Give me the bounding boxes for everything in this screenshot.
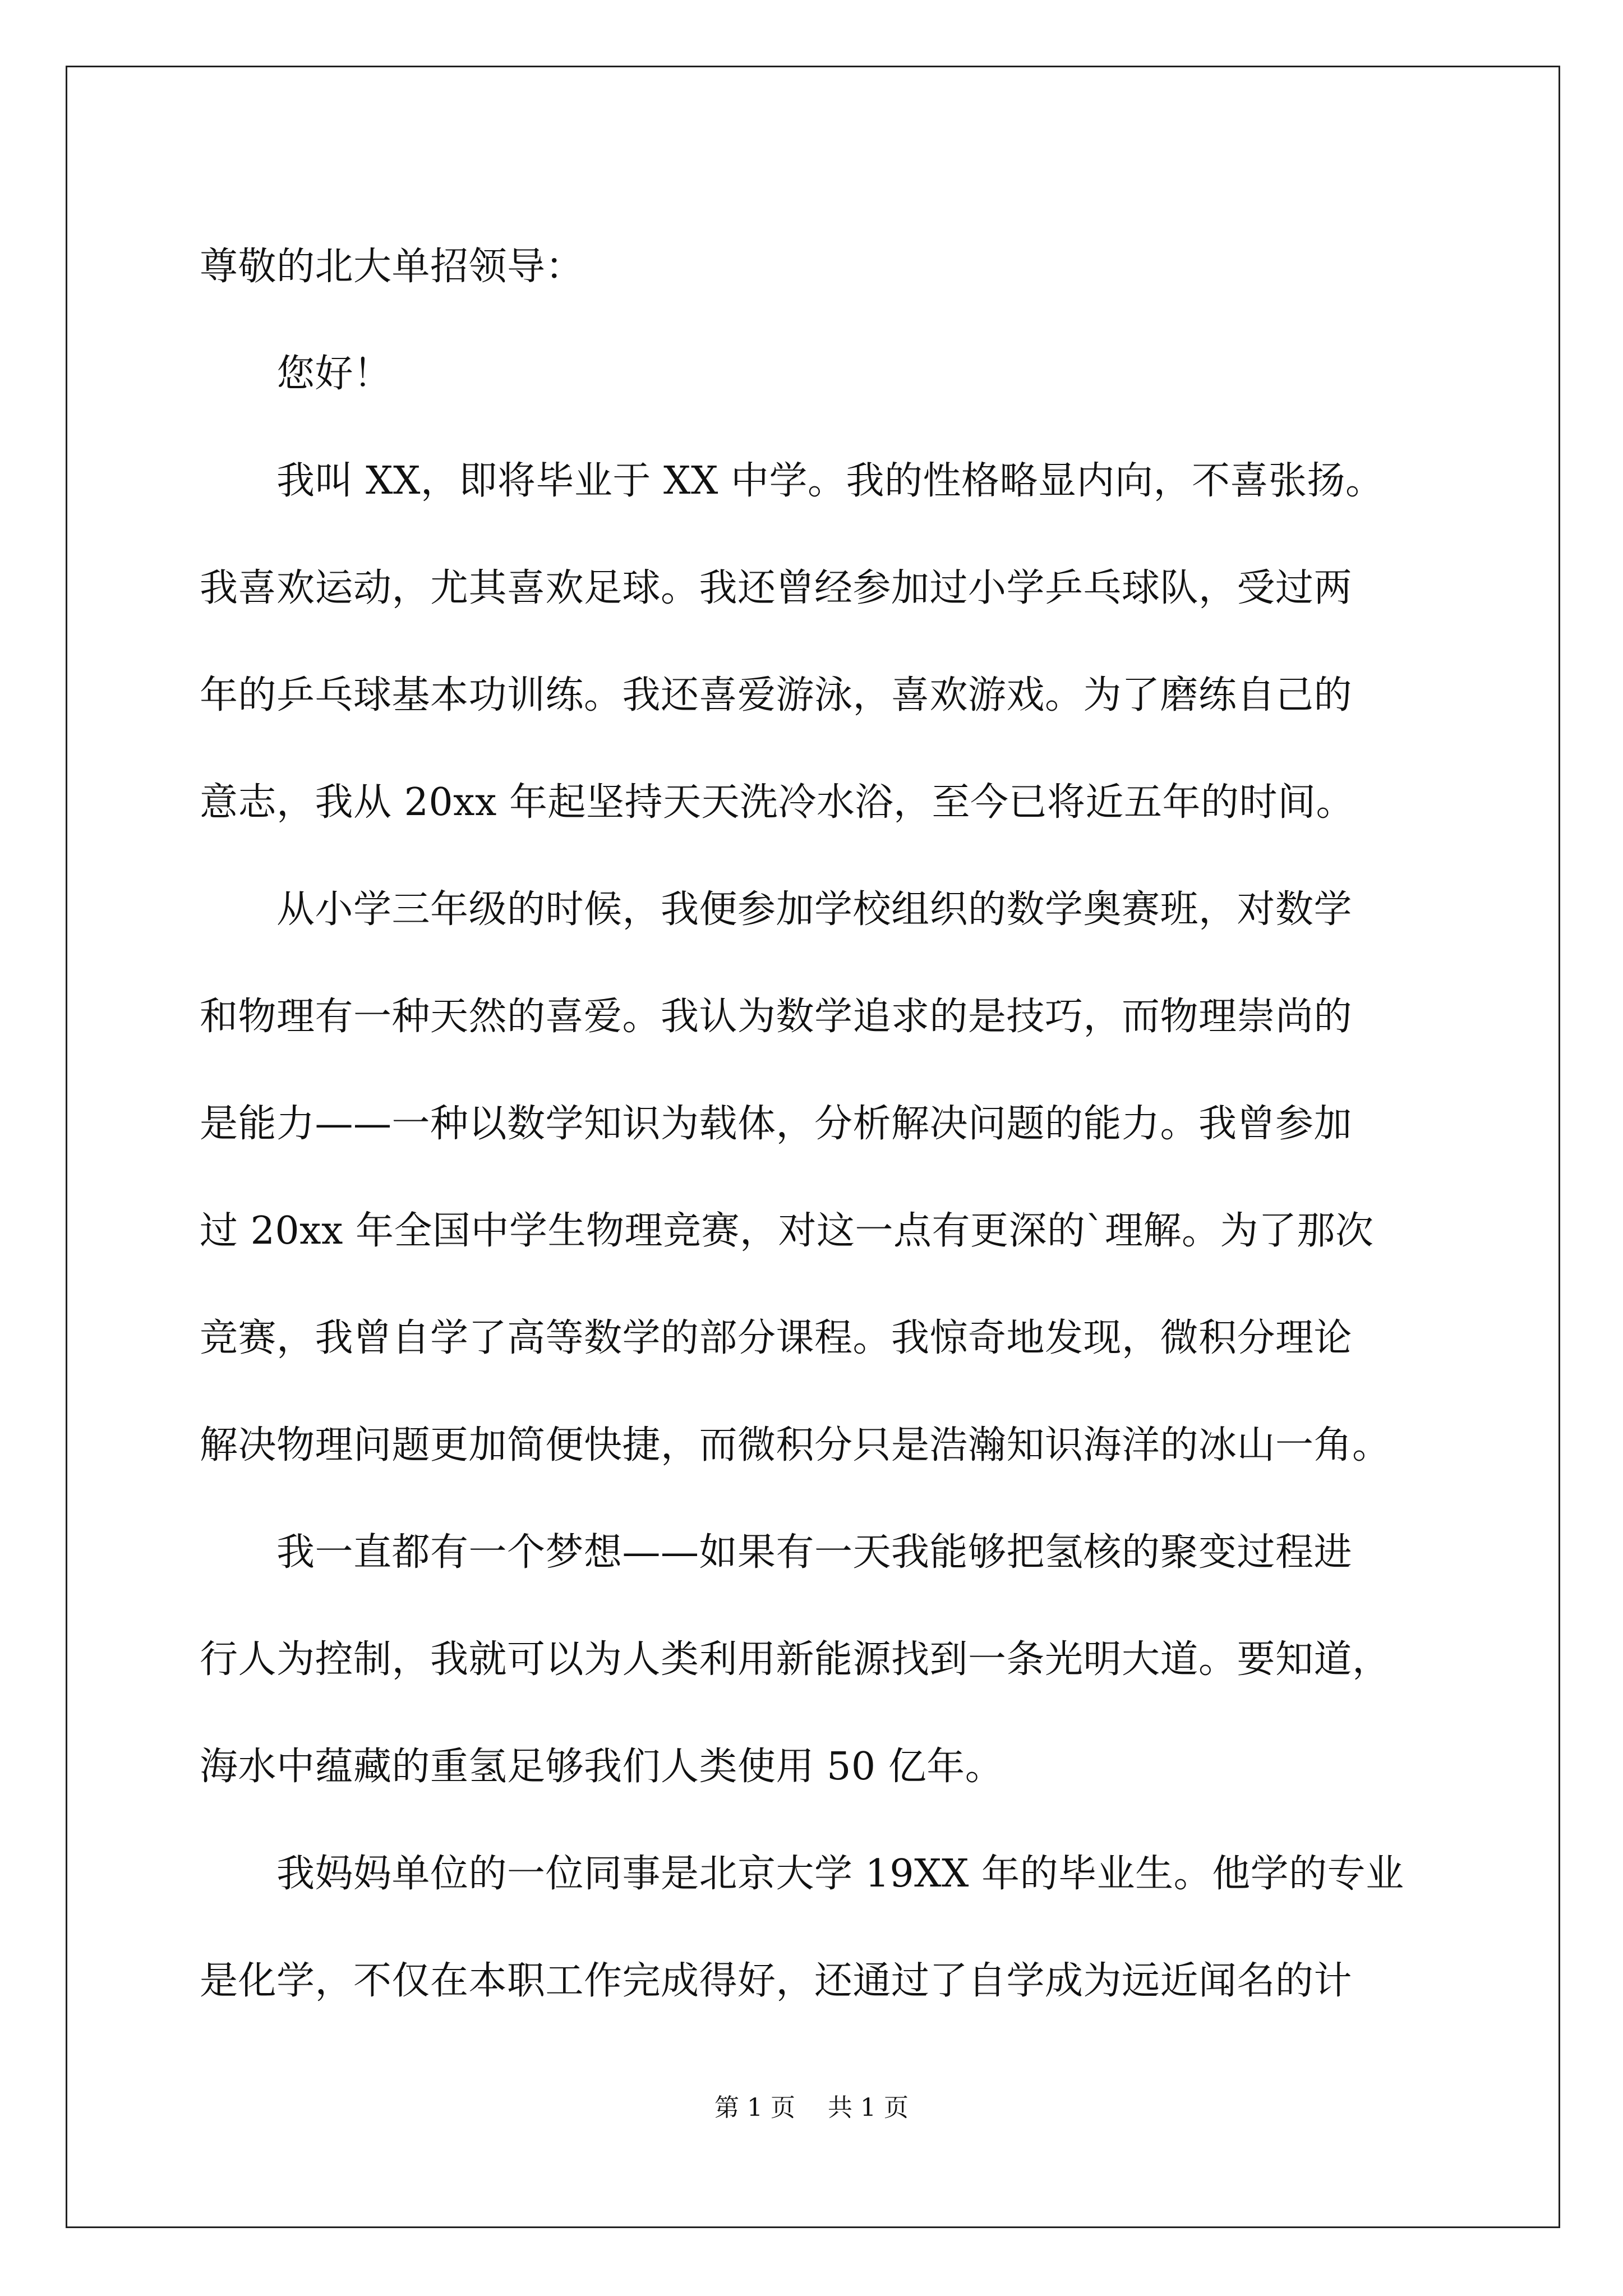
paragraph-line: 是能力——一种以数学知识为载体，分析解决问题的能力。我曾参加 xyxy=(200,1102,1353,1146)
paragraph-line: 年的乒乓球基本功训练。我还喜爱游泳，喜欢游戏。为了磨练自己的 xyxy=(200,673,1353,717)
paragraph-line: 行人为控制，我就可以为人类利用新能源找到一条光明大道。要知道， xyxy=(200,1637,1391,1682)
letter-body xyxy=(200,213,1433,2035)
page-number-footer: 第 1 页 共 1 页 xyxy=(714,2093,909,2122)
salutation: 尊敬的北大单招领导： xyxy=(200,245,584,289)
paragraph-line: 海水中蕴藏的重氢足够我们人类使用 50 亿年。 xyxy=(200,1745,1004,1789)
paragraph-line: 意志，我从 20xx 年起坚持天天洗冷水浴，至今已将近五年的时间。 xyxy=(200,780,1354,825)
paragraph-line: 和物理有一种天然的喜爱。我认为数学追求的是技巧，而物理崇尚的 xyxy=(200,995,1353,1039)
paragraph-line: 竞赛，我曾自学了高等数学的部分课程。我惊奇地发现，微积分理论 xyxy=(200,1316,1353,1360)
paragraph-line: 我妈妈单位的一位同事是北京大学 19XX 年的毕业生。他学的专业 xyxy=(200,1852,1404,1896)
paragraph-line: 我喜欢运动，尤其喜欢足球。我还曾经参加过小学乒乓球队，受过两 xyxy=(200,566,1353,610)
paragraph-line: 过 20xx 年全国中学生物理竞赛，对这一点有更深的`理解。为了那次 xyxy=(200,1209,1374,1253)
paragraph-line: 从小学三年级的时候，我便参加学校组织的数学奥赛班，对数学 xyxy=(200,887,1353,932)
paragraph-line: 解决物理问题更加简便快捷，而微积分只是浩瀚知识海洋的冰山一角。 xyxy=(200,1423,1391,1467)
greeting: 您好！ xyxy=(200,352,392,396)
paragraph-line: 我叫 XX，即将毕业于 XX 中学。我的性格略显内向，不喜张扬。 xyxy=(200,459,1384,503)
paragraph-line: 我一直都有一个梦想——如果有一天我能够把氢核的聚变过程进 xyxy=(200,1530,1353,1575)
paragraph-line: 是化学，不仅在本职工作完成得好，还通过了自学成为远近闻名的计 xyxy=(200,1959,1353,2003)
